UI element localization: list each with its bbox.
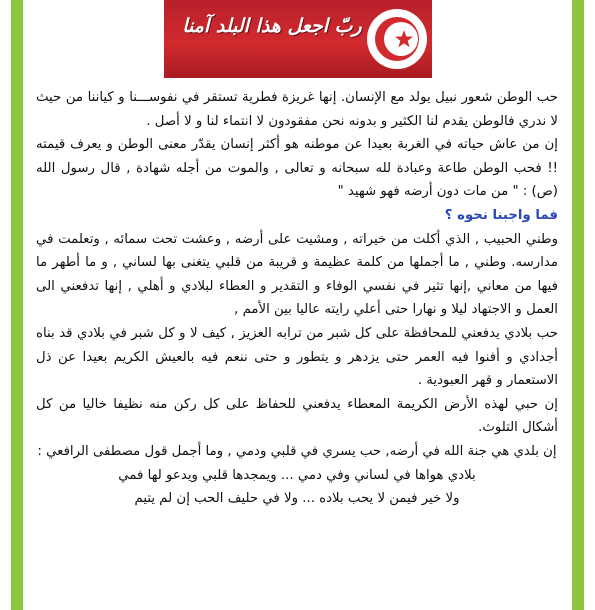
banner-caption: ربّ اجعل هذا البلد آمنا: [182, 15, 362, 37]
paragraph-cleanliness: إن حبي لهذه الأرض الكريمة المعطاء يدفعني للحفاظ على كل ركن منه نظيفا خاليا من كل أشكال التلوث.: [36, 396, 558, 436]
poem-verse-2: ولا خير فيمن لا يحب بلاده ... ولا في حليف الحب إن لم يتيم: [134, 491, 460, 507]
paragraph-homeland: وطني الحبيب , الذي أكلت من خيراته , ومشيت على أرضه , وعشت تحت سمائه , وتعلمت في مدارسه. وطني , ما أجملها من كلمة عظيمة و قريبة من قلبي يتغنى بها لساني , و ما أطهر ما فيها من معاني ,إنها تثير في نفسي الوفاء و التقدير و العطاء لبلادي و أهلي , إنها تدفعني الى العمل و الاجتهاد ليلا و نهارا حتى أعلي رايته عاليا بين الأمم ,: [36, 231, 558, 318]
poem-verse-1: بلادي هواها في لساني وفي دمي ... ويمجدها قلبي ويدعو لها فمي: [118, 467, 476, 483]
section-heading: فما واجبنا نحوه ؟: [444, 207, 558, 223]
header-banner: [164, 0, 432, 78]
paragraph-quote-intro: إن بلدي هي جنة الله في أرضه, حب يسري في قلبي ودمي , وما أجمل قول مصطفى الرافعي :: [37, 443, 557, 459]
paragraph-exile: إن من عاش حياته في الغربة بعيدا عن موطنه هو أكثر إنسان يقدّر معنى الوطن و يعرف قيمته !! فحب الوطن طاعة وعبادة لله سبحانه و تعالى , والموت من أجله شهادة , قال رسول الله (ص) : " من مات دون أرضه فهو شهيد ": [36, 137, 558, 200]
paragraph-intro: حب الوطن شعور نبيل يولد مع الإنسان. إنها غريزة فطرية تستقر في نفوســـنا و كياننا من حيث لا ندري فالوطن يقدم لنا الكثير و بدونه نحن مفقودون لا انتماء لنا و لا أصل .: [36, 90, 558, 129]
tunisia-flag-icon: [364, 6, 430, 72]
page-border-right: [572, 0, 584, 610]
article-body: [36, 86, 558, 511]
paragraph-preserve: حب بلادي يدفعني للمحافظة على كل شبر من ترابه العزيز , كيف لا و كل شبر في بلادي قد بناه أجدادي و أفنوا فيه العمر حتى يزدهر و يتطور و حتى ننعم فيه بالعيش الكريم بعيدا عن ذل الاستعمار و قهر العبودية .: [36, 325, 558, 389]
page-border-left: [11, 0, 23, 610]
